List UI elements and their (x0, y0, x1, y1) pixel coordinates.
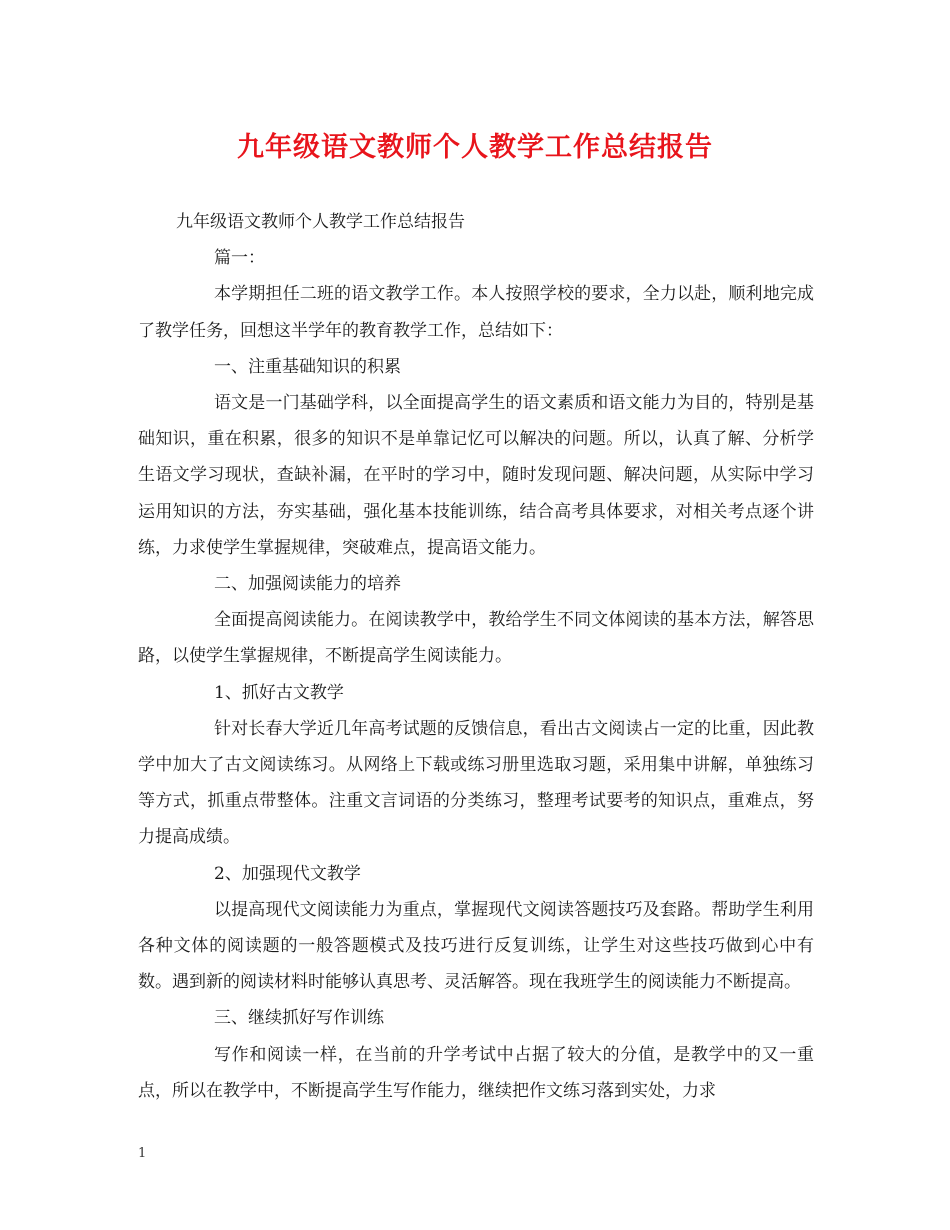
document-title: 九年级语文教师个人教学工作总结报告 (237, 132, 713, 163)
subsection-heading: 1、抓好古文教学 (214, 682, 344, 703)
body-paragraph: 以提高现代文阅读能力为重点，掌握现代文阅读答题技巧及套路。帮助学生利用各种文体的阅读题的一般答题模式及技巧进行反复训练，让学生对这些技巧做到心中有数。遇到新的阅读材料时能够认真思考、灵活解答。现在我班学生的阅读能力不断提高。 (138, 899, 814, 993)
section-heading: 二、加强阅读能力的培养 (214, 574, 401, 595)
page-number: 1 (138, 1146, 147, 1161)
body-paragraph: 针对长春大学近几年高考试题的反馈信息，看出古文阅读占一定的比重，因此教学中加大了古文阅读练习。从网络上下载或练习册里选取习题，采用集中讲解，单独练习等方式，抓重点带整体。注重文言词语的分类练习，整理考试要考的知识点，重难点，努力提高成绩。 (138, 718, 814, 848)
subsection-heading: 2、加强现代文教学 (214, 863, 361, 884)
section-label: 篇一： (214, 248, 265, 269)
document-body (138, 204, 814, 1109)
body-paragraph: 语文是一门基础学科，以全面提高学生的语文素质和语文能力为目的，特别是基础知识，重在积累，很多的知识不是单靠记忆可以解决的问题。所以，认真了解、分析学生语文学习现状，查缺补漏，在平时的学习中，随时发现问题、解决问题，从实际中学习运用知识的方法，夯实基础，强化基本技能训练，结合高考具体要求，对相关考点逐个讲练，力求使学生掌握规律，突破难点，提高语文能力。 (138, 393, 814, 558)
section-heading: 一、注重基础知识的积累 (214, 356, 401, 377)
body-paragraph: 本学期担任二班的语文教学工作。本人按照学校的要求，全力以赴，顺利地完成了教学任务，回想这半学年的教育教学工作，总结如下： (138, 284, 814, 341)
body-paragraph: 写作和阅读一样，在当前的升学考试中占据了较大的分值，是教学中的又一重点，所以在教学中，不断提高学生写作能力，继续把作文练习落到实处，力求 (138, 1044, 814, 1101)
subtitle-paragraph: 九年级语文教师个人教学工作总结报告 (176, 212, 465, 232)
body-paragraph: 全面提高阅读能力。在阅读教学中，教给学生不同文体阅读的基本方法，解答思路，以使学生掌握规律，不断提高学生阅读能力。 (138, 610, 814, 667)
section-heading: 三、继续抓好写作训练 (214, 1008, 384, 1029)
